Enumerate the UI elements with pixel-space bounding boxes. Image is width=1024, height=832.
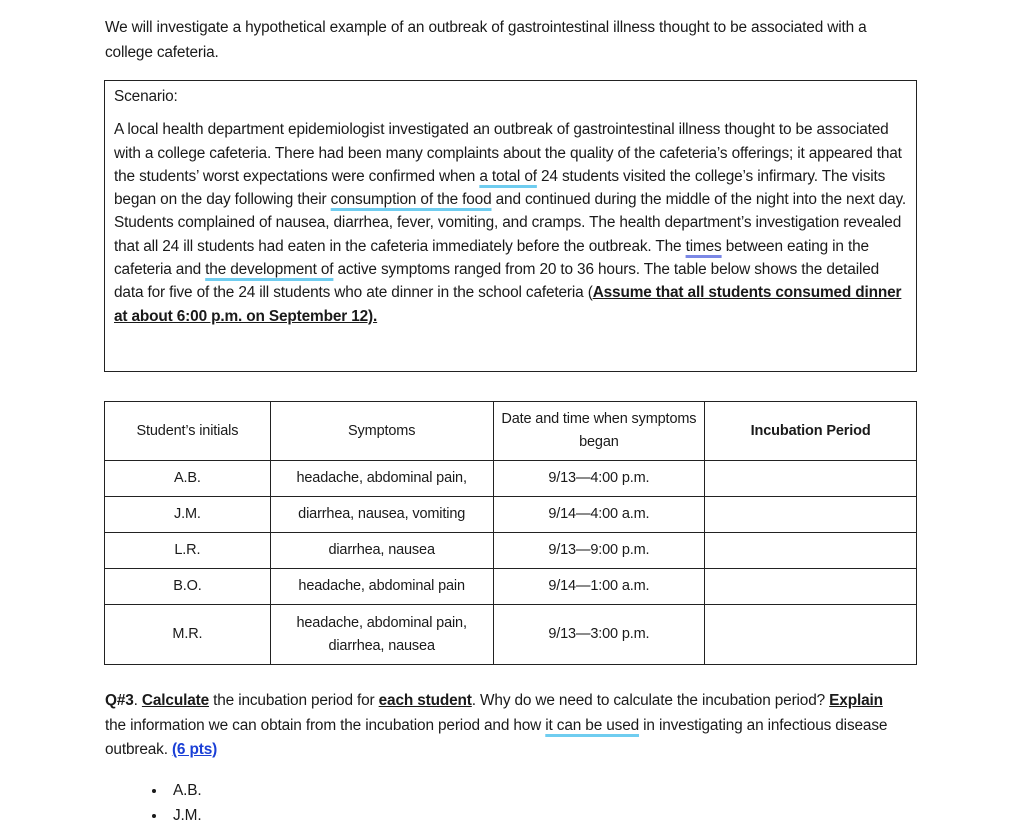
cell-incubation[interactable] <box>705 497 917 533</box>
grammar-suggestion[interactable]: consumption of the food <box>330 191 492 209</box>
text-segment: the information we can obtain from the incubation period and how <box>105 716 546 734</box>
student-data-table <box>104 401 917 665</box>
cell-symptoms: diarrhea, nausea, vomiting <box>270 497 493 533</box>
cell-initials: M.R. <box>105 605 271 665</box>
cell-date-time: 9/13—4:00 p.m. <box>493 461 705 497</box>
cell-date-time: 9/13—9:00 p.m. <box>493 533 705 569</box>
header-incubation: Incubation Period <box>705 402 917 461</box>
table-row <box>105 569 917 605</box>
cell-date-time: 9/14—1:00 a.m. <box>493 569 705 605</box>
cell-symptoms: headache, abdominal pain <box>270 569 493 605</box>
grammar-suggestion[interactable]: the development of <box>205 261 334 279</box>
grammar-suggestion[interactable]: times <box>685 237 722 255</box>
cell-symptoms: headache, abdominal pain, diarrhea, nausea <box>270 605 493 665</box>
text-segment: and continued during the middle of the night into the next day. Students complained of nausea, diarrhea, fever, vomiting, and cramps. The health department’s investigation revealed that all 24 ill students had eaten in the cafeteria immediately before the outbreak. The <box>114 191 907 255</box>
table-header-row <box>105 402 917 461</box>
scenario-text <box>114 118 907 328</box>
cell-symptoms: diarrhea, nausea <box>270 533 493 569</box>
emphasis: Calculate <box>141 692 209 709</box>
table-row <box>105 605 917 665</box>
cell-symptoms: headache, abdominal pain, <box>270 461 493 497</box>
cell-initials: B.O. <box>105 569 271 605</box>
text-segment: A local health department epidemiologist investigated an outbreak of gastrointestinal illness thought to be associated with a college cafeteria. There had been many complaints about the quality of the cafeteria’s offerings; it appeared that the students’ worst expectations were confirmed when <box>114 121 902 185</box>
intro-text: We will investigate a hypothetical example of an outbreak of gastrointestinal illness thought to be associated with a college cafeteria. <box>105 19 867 61</box>
text-segment: . Why do we need to calculate the incubation period? <box>471 692 830 709</box>
question-label: Q#3 <box>105 692 134 709</box>
header-initials: Student’s initials <box>105 402 271 461</box>
assumption-text: Assume that all students consumed dinner at about 6:00 p.m. on September 12). <box>114 284 902 325</box>
bullet-item: • A.B. <box>167 778 201 803</box>
cell-incubation[interactable] <box>705 533 917 569</box>
points-link[interactable]: (6 pts) <box>171 741 218 758</box>
cell-initials: L.R. <box>105 533 271 569</box>
grammar-suggestion[interactable]: it can be used <box>545 716 640 734</box>
question-3 <box>105 689 905 763</box>
cell-initials: A.B. <box>105 461 271 497</box>
cell-initials: J.M. <box>105 497 271 533</box>
cell-date-time: 9/13—3:00 p.m. <box>493 605 705 665</box>
header-date-time: Date and time when symptoms began <box>493 402 705 461</box>
text-segment: 24 students visited the college’s infirmary. The visits began on the day following their <box>114 167 886 209</box>
cell-date-time: 9/14—4:00 a.m. <box>493 497 705 533</box>
text-segment: active symptoms ranged from 20 to 36 hours. The table below shows the detailed data for five of the 24 ill students who ate dinner in the school cafeteria ( <box>114 261 880 302</box>
emphasis: each student <box>378 692 472 709</box>
cell-incubation[interactable] <box>705 569 917 605</box>
grammar-suggestion[interactable]: a total of <box>479 167 537 185</box>
table-row <box>105 461 917 497</box>
text-segment: in investigating an infectious disease outbreak. <box>105 716 888 758</box>
emphasis: Explain <box>829 692 883 709</box>
scenario-title: Scenario: <box>114 88 178 105</box>
text-segment: between eating in the cafeteria and <box>114 237 869 279</box>
header-symptoms: Symptoms <box>270 402 493 461</box>
table-row <box>105 533 917 569</box>
text-segment: the incubation period for <box>209 692 379 709</box>
answer-bullet-list <box>105 778 201 828</box>
cell-incubation[interactable] <box>705 461 917 497</box>
text-segment: . <box>133 692 142 709</box>
cell-incubation[interactable] <box>705 605 917 665</box>
scenario-box <box>104 80 917 372</box>
table-row <box>105 497 917 533</box>
bullet-item: • J.M. <box>167 803 201 828</box>
